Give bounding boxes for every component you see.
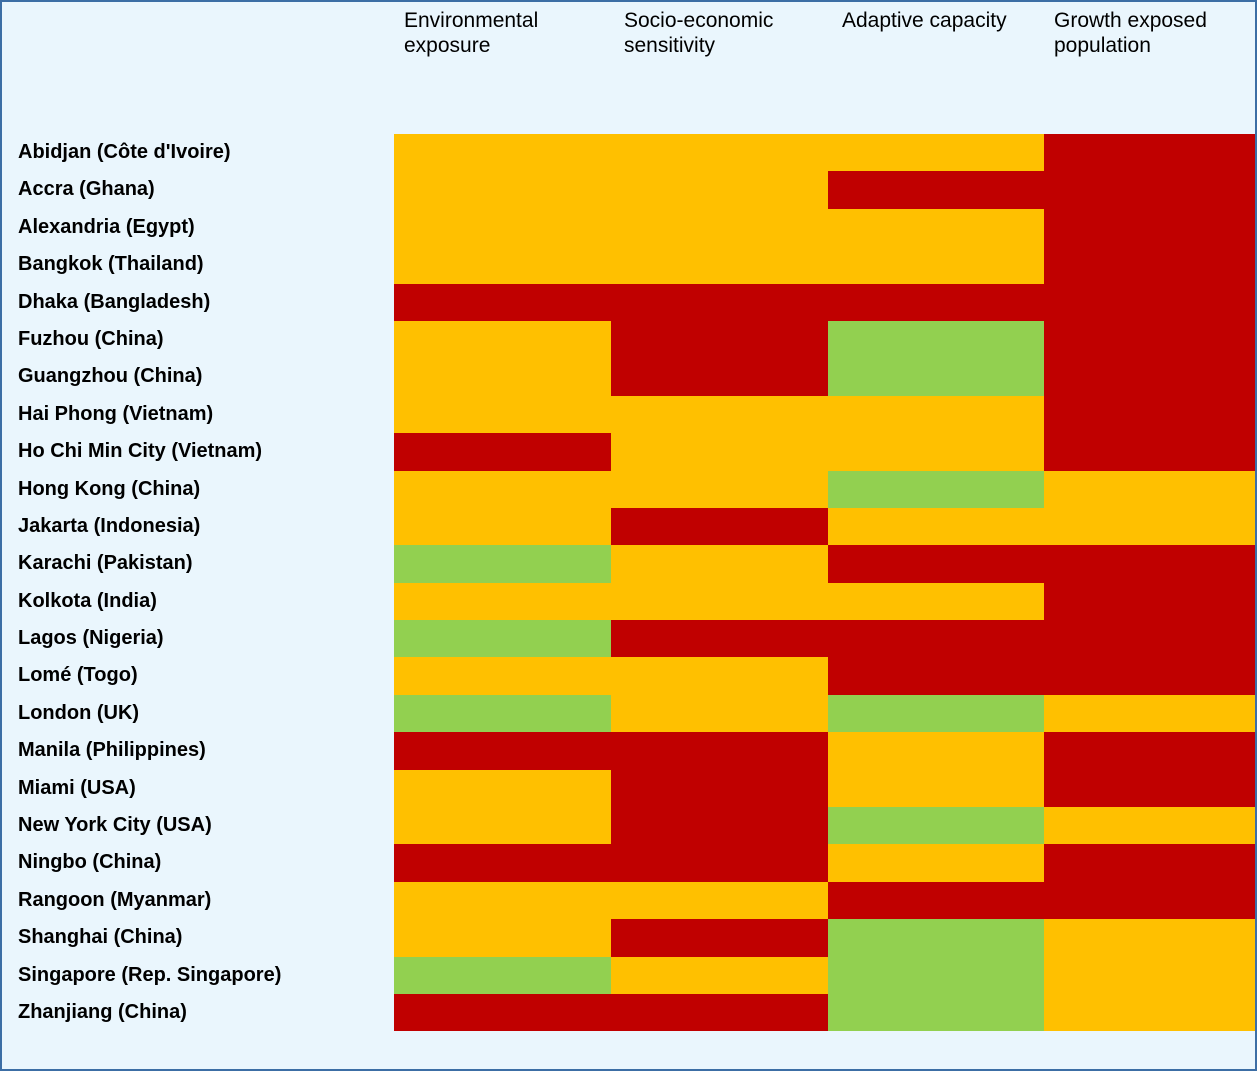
row-label: Fuzhou (China): [18, 327, 164, 350]
row-label: Alexandria (Egypt): [18, 215, 195, 238]
heatmap-cell: [828, 695, 1044, 732]
row-label-column: [2, 134, 394, 1031]
heatmap-cell: [394, 358, 611, 395]
heatmap-cell: [1044, 396, 1257, 433]
row-label: Kolkota (India): [18, 589, 157, 612]
heatmap-cell: [828, 844, 1044, 881]
column-header-growth-exposed-population: Growth exposed population: [1054, 9, 1207, 57]
heatmap-cell: [1044, 508, 1257, 545]
heatmap-cell: [394, 209, 611, 246]
heatmap-cell: [1044, 471, 1257, 508]
heatmap-cell: [611, 134, 828, 171]
row-label: Hai Phong (Vietnam): [18, 402, 214, 425]
heatmap-cell: [828, 471, 1044, 508]
heatmap-cell: [828, 209, 1044, 246]
heatmap-cell: [394, 471, 611, 508]
row-label: Dhaka (Bangladesh): [18, 290, 211, 313]
row-label: Accra (Ghana): [18, 178, 155, 201]
heatmap-cell: [394, 171, 611, 208]
heatmap-cell: [611, 321, 828, 358]
heatmap-cell: [611, 695, 828, 732]
heatmap-cell: [1044, 433, 1257, 470]
heatmap-cell: [611, 246, 828, 283]
row-label: Jakarta (Indonesia): [18, 514, 201, 537]
heatmap-cell: [828, 433, 1044, 470]
heatmap-cell: [394, 844, 611, 881]
heatmap-cell: [1044, 583, 1257, 620]
heatmap-cell: [394, 695, 611, 732]
heatmap-cell: [828, 171, 1044, 208]
heatmap-cell: [394, 508, 611, 545]
heatmap-cell: [1044, 994, 1257, 1031]
row-label: Manila (Philippines): [18, 739, 206, 762]
row-label: Ningbo (China): [18, 851, 162, 874]
heatmap-cell: [1044, 134, 1257, 171]
heatmap-cell: [394, 657, 611, 694]
heatmap-cell: [828, 284, 1044, 321]
row-label: New York City (USA): [18, 814, 212, 837]
heatmap-cell: [394, 396, 611, 433]
heatmap-cell: [828, 957, 1044, 994]
heatmap-cell: [828, 807, 1044, 844]
heatmap-cell: [1044, 284, 1257, 321]
heatmap-cell: [394, 882, 611, 919]
heatmap-cell: [828, 321, 1044, 358]
heatmap-cell: [394, 321, 611, 358]
heatmap-cell: [394, 732, 611, 769]
heatmap-cell: [611, 171, 828, 208]
heatmap-cell: [394, 807, 611, 844]
heatmap-cell: [394, 134, 611, 171]
row-label: Shanghai (China): [18, 926, 183, 949]
heatmap-cell: [828, 396, 1044, 433]
heatmap-cell: [611, 957, 828, 994]
row-label: Karachi (Pakistan): [18, 552, 193, 575]
heatmap-cell: [394, 994, 611, 1031]
row-label: Lomé (Togo): [18, 664, 138, 687]
heatmap-cell: [611, 844, 828, 881]
heatmap-cell: [611, 284, 828, 321]
heatmap-cell: [611, 770, 828, 807]
heatmap-cell: [611, 508, 828, 545]
heatmap-cell: [1044, 695, 1257, 732]
heatmap-cell: [828, 994, 1044, 1031]
heatmap-cell: [394, 770, 611, 807]
row-label: Hong Kong (China): [18, 477, 201, 500]
heatmap-cell: [394, 433, 611, 470]
heatmap-cell: [394, 284, 611, 321]
heatmap-cell: [611, 545, 828, 582]
heatmap-cell: [611, 433, 828, 470]
heatmap-cell: [1044, 358, 1257, 395]
heatmap-cell: [828, 620, 1044, 657]
column-header-row: [2, 2, 1255, 134]
heatmap-cell: [394, 620, 611, 657]
row-label: Rangoon (Myanmar): [18, 888, 212, 911]
row-label: London (UK): [18, 701, 140, 724]
row-label: Bangkok (Thailand): [18, 253, 204, 276]
heatmap-cell: [611, 209, 828, 246]
heatmap-cell: [1044, 209, 1257, 246]
row-label: Guangzhou (China): [18, 365, 203, 388]
heatmap-cell: [611, 471, 828, 508]
column-header-environmental-exposure: Environmental exposure: [404, 9, 539, 57]
heatmap-cell: [611, 807, 828, 844]
row-label: Zhanjiang (China): [18, 1000, 187, 1023]
heatmap-cell: [1044, 246, 1257, 283]
heatmap-cell: [1044, 844, 1257, 881]
heatmap-cell: [828, 882, 1044, 919]
row-label: Miami (USA): [18, 776, 136, 799]
heatmap-cell: [1044, 171, 1257, 208]
heatmap-cell: [828, 657, 1044, 694]
row-label: Singapore (Rep. Singapore): [18, 963, 282, 986]
heatmap-cell: [611, 583, 828, 620]
heatmap-cell: [1044, 545, 1257, 582]
heatmap-cell: [1044, 620, 1257, 657]
heatmap-cell: [828, 919, 1044, 956]
heatmap-cell: [611, 396, 828, 433]
column-header-adaptive-capacity: Adaptive capacity: [842, 9, 1007, 32]
heatmap-cell: [828, 770, 1044, 807]
heatmap-cell: [394, 583, 611, 620]
heatmap-cell: [611, 620, 828, 657]
heatmap-cell: [828, 583, 1044, 620]
heatmap-cell: [1044, 807, 1257, 844]
heatmap-grid: [394, 134, 1257, 1069]
heatmap-cell: [1044, 919, 1257, 956]
heatmap-cell: [828, 358, 1044, 395]
heatmap-cell: [828, 246, 1044, 283]
heatmap-cell: [611, 358, 828, 395]
heatmap-cell: [1044, 321, 1257, 358]
heatmap-cell: [394, 919, 611, 956]
heatmap-cell: [611, 994, 828, 1031]
heatmap-cell: [611, 919, 828, 956]
heatmap-cell: [828, 508, 1044, 545]
heatmap-cell: [394, 246, 611, 283]
heatmap-cell: [1044, 770, 1257, 807]
row-label: Abidjan (Côte d'Ivoire): [18, 141, 231, 163]
column-header-socio-economic-sensitivity: Socio-economic sensitivity: [624, 9, 774, 57]
heatmap-cell: [394, 545, 611, 582]
heatmap-cell: [611, 732, 828, 769]
heatmap-cell: [828, 732, 1044, 769]
heatmap-cell: [1044, 882, 1257, 919]
heatmap-cell: [611, 882, 828, 919]
heatmap-cell: [611, 657, 828, 694]
row-label: Lagos (Nigeria): [18, 627, 164, 650]
heatmap-cell: [828, 134, 1044, 171]
heatmap-cell: [828, 545, 1044, 582]
heatmap-cell: [1044, 732, 1257, 769]
heatmap-cell: [1044, 657, 1257, 694]
heatmap-cell: [394, 957, 611, 994]
heatmap-cell: [1044, 957, 1257, 994]
row-label: Ho Chi Min City (Vietnam): [18, 440, 263, 463]
